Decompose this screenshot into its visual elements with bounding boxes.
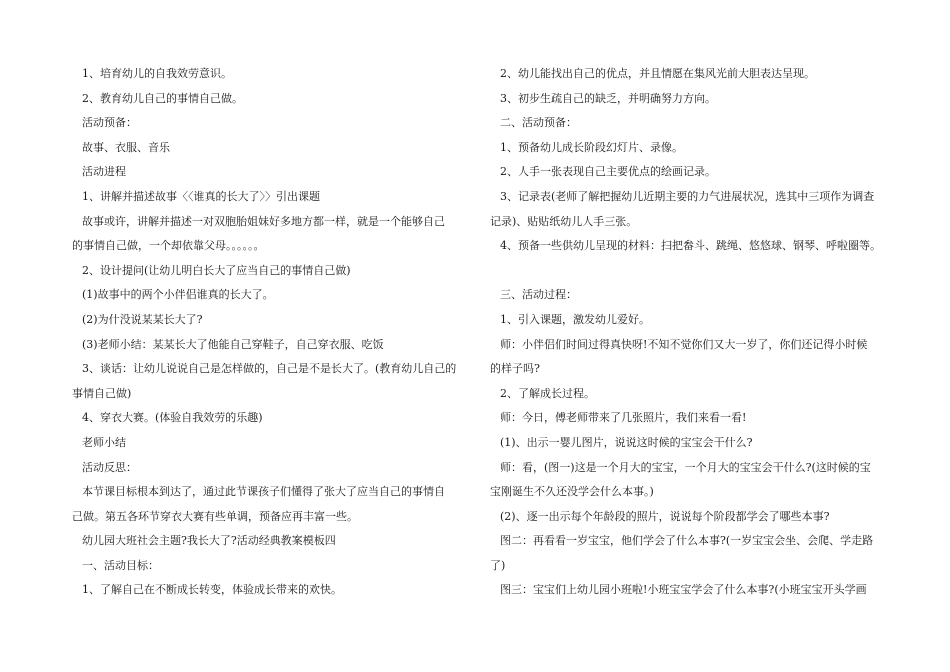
text-line: 一、活动目标：	[82, 558, 159, 572]
text-line: 了)	[490, 558, 506, 572]
text-line: 2、教育幼儿自己的事情自己做。	[82, 91, 243, 105]
text-line: 2、幼儿能找出自己的优点，并且情愿在集风光前大胆表达呈现。	[500, 67, 815, 80]
text-line: 故事或许，讲解并描述一对双胞胎姐妹好多地方都一样，就是一个能够自己	[82, 214, 445, 228]
text-line: 活动反思：	[82, 460, 137, 474]
text-line: 3、记录表(老师了解把握幼儿近期主要的力气进展状况，选其中三项作为调查	[500, 189, 875, 203]
text-line: 故事、衣服、音乐	[82, 140, 170, 154]
text-line: 记录)、贴贴纸幼儿人手三张。	[490, 214, 638, 228]
right-column	[490, 62, 885, 603]
blank-line	[490, 259, 885, 284]
text-line: 图三：宝宝们上幼儿园小班啦!小班宝宝学会了什么本事?(小班宝宝开头学画	[500, 583, 867, 597]
text-line: 老师小结	[82, 435, 126, 449]
text-line: 幼儿园大班社会主题?我长大了?活动经典教案模板四	[82, 534, 336, 548]
text-line: 4、预备一些供幼儿呈现的材料：扫把畚斗、跳绳、悠悠球、钢琴、呼啦圈等。	[500, 239, 881, 253]
text-line: 二、活动预备：	[500, 116, 577, 130]
text-line: 宝刚诞生不久还没学会什么本事。)	[490, 485, 654, 499]
text-line: 的样子吗?	[490, 362, 540, 376]
text-line: 本节课目标根本到达了，通过此节课孩子们懂得了张大了应当自己的事情自	[82, 485, 445, 499]
text-line: 事情自己做)	[72, 386, 132, 400]
text-line: 2、人手一张表现自己主要优点的绘画记录。	[500, 165, 716, 179]
text-line: 的事情自己做，一个却依靠父母。。。。。。	[72, 239, 265, 253]
text-line: 2、设计提问(让幼儿明白长大了应当自己的事情自己做)	[82, 263, 351, 277]
text-line: 1、了解自己在不断成长转变，体验成长带来的欢快。	[82, 583, 342, 597]
text-line: 活动进程	[82, 165, 126, 179]
text-line: 师：今日，傅老师带来了几张照片，我们来看一看!	[500, 411, 747, 425]
text-line: 图二：再看看一岁宝宝，他们学会了什么本事?(一岁宝宝会坐、会爬、学走路	[500, 534, 874, 548]
text-line: (1)、出示一婴儿图片，说说这时候的宝宝会干什么?	[500, 435, 753, 449]
text-line: 三、活动过程：	[500, 288, 577, 302]
text-line: 3、谈话：让幼儿说说自己是怎样做的，自己是不是长大了。(教育幼儿自己的	[82, 362, 457, 376]
text-line: 3、初步生疏自己的缺乏，并明确努力方向。	[500, 91, 716, 105]
text-line: (2)为什没说某某长大了?	[82, 312, 203, 326]
text-line: 1、预备幼儿成长阶段幻灯片、录像。	[500, 140, 683, 154]
text-line: 1、讲解并描述故事〈〈谁真的长大了〉〉引出课题	[82, 189, 320, 203]
left-column	[72, 62, 467, 603]
text-line: (2)、逐一出示每个年龄段的照片，说说每个阶段都学会了哪些本事?	[500, 509, 830, 523]
text-line: 4、穿衣大赛。(体验自我效劳的乐趣)	[82, 411, 263, 425]
text-line: 己做。第五各环节穿衣大赛有些单调，预备应再丰富一些。	[72, 509, 358, 523]
text-line: 活动预备：	[82, 116, 137, 130]
text-line: 师：看，(图一)这是一个月大的宝宝，一个月大的宝宝会干什么?(这时候的宝	[500, 460, 871, 474]
text-line: (1)故事中的两个小伴侣谁真的长大了。	[82, 288, 274, 302]
text-line: 2、了解成长过程。	[500, 386, 595, 400]
text-line: (3)老师小结：某某长大了他能自己穿鞋子，自己穿衣服、吃饭	[82, 337, 384, 351]
text-line: 师：小伴侣们时间过得真快呀!不知不觉你们又大一岁了，你们还记得小时候	[500, 337, 868, 351]
text-line: 1、培育幼儿的自我效劳意识。	[82, 67, 232, 80]
text-line: 1、引入课题，激发幼儿爱好。	[500, 312, 650, 326]
